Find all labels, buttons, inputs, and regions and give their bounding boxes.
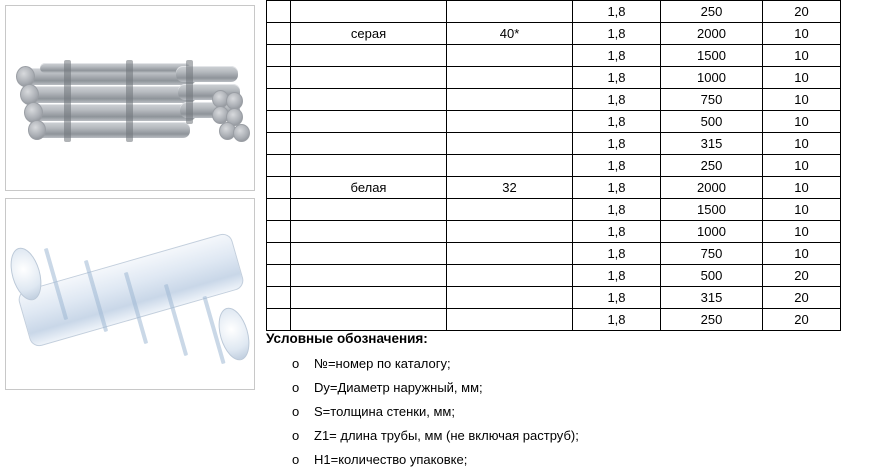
cell-length: 250	[661, 1, 763, 23]
cell-pack-qty: 20	[763, 309, 841, 331]
list-item	[284, 448, 856, 472]
table-row	[267, 309, 841, 331]
cell-no	[267, 111, 291, 133]
list-item-label: Н1=количество упаковке;	[314, 452, 468, 467]
table-row	[267, 177, 841, 199]
cell-pack-qty: 10	[763, 45, 841, 67]
cell-color	[291, 155, 447, 177]
list-item-label: Dу=Диаметр наружный, мм;	[314, 380, 483, 395]
cell-diameter	[447, 67, 573, 89]
table-row	[267, 243, 841, 265]
cell-diameter	[447, 287, 573, 309]
cell-wall-thickness: 1,8	[573, 221, 661, 243]
cell-diameter	[447, 309, 573, 331]
cell-color	[291, 199, 447, 221]
legend-title: Условные обозначения:	[266, 331, 428, 346]
cell-wall-thickness: 1,8	[573, 265, 661, 287]
cell-no	[267, 265, 291, 287]
cell-color	[291, 221, 447, 243]
cell-no	[267, 221, 291, 243]
cell-length: 315	[661, 133, 763, 155]
cell-color: белая	[291, 177, 447, 199]
cell-color	[291, 89, 447, 111]
cell-color	[291, 67, 447, 89]
cell-no	[267, 67, 291, 89]
cell-wall-thickness: 1,8	[573, 111, 661, 133]
list-item-label: Z1= длина трубы, мм (не включая раструб);	[314, 428, 579, 443]
bullet-icon: o	[292, 428, 300, 443]
cell-pack-qty: 10	[763, 199, 841, 221]
gray-pipes-photo	[5, 5, 255, 191]
table-row	[267, 1, 841, 23]
cell-pack-qty: 10	[763, 133, 841, 155]
cell-wall-thickness: 1,8	[573, 287, 661, 309]
cell-wall-thickness: 1,8	[573, 155, 661, 177]
cell-no	[267, 309, 291, 331]
cell-no	[267, 243, 291, 265]
cell-length: 750	[661, 243, 763, 265]
cell-color	[291, 1, 447, 23]
cell-length: 1000	[661, 67, 763, 89]
cell-length: 1500	[661, 199, 763, 221]
gray-pipes-illustration	[6, 6, 254, 190]
legend-list	[266, 352, 856, 472]
list-item	[284, 376, 856, 400]
table-row	[267, 199, 841, 221]
cell-wall-thickness: 1,8	[573, 177, 661, 199]
table-row	[267, 23, 841, 45]
table-row	[267, 89, 841, 111]
cell-pack-qty: 20	[763, 1, 841, 23]
cell-color	[291, 265, 447, 287]
list-item	[284, 424, 856, 448]
cell-length: 2000	[661, 177, 763, 199]
cell-wall-thickness: 1,8	[573, 199, 661, 221]
cell-diameter: 40*	[447, 23, 573, 45]
table-row	[267, 287, 841, 309]
cell-wall-thickness: 1,8	[573, 243, 661, 265]
cell-diameter	[447, 221, 573, 243]
cell-color	[291, 111, 447, 133]
cell-wall-thickness: 1,8	[573, 89, 661, 111]
cell-color	[291, 309, 447, 331]
table-row	[267, 45, 841, 67]
cell-no	[267, 133, 291, 155]
cell-pack-qty: 10	[763, 177, 841, 199]
cell-pack-qty: 10	[763, 23, 841, 45]
specification-table	[266, 0, 841, 331]
wrapped-bundle-photo	[5, 198, 255, 390]
cell-wall-thickness: 1,8	[573, 45, 661, 67]
cell-length: 315	[661, 287, 763, 309]
cell-no	[267, 199, 291, 221]
cell-color	[291, 243, 447, 265]
table-row	[267, 265, 841, 287]
cell-diameter	[447, 111, 573, 133]
cell-length: 250	[661, 309, 763, 331]
cell-length: 2000	[661, 23, 763, 45]
cell-no	[267, 23, 291, 45]
cell-diameter	[447, 265, 573, 287]
list-item-label: №=номер по каталогу;	[314, 356, 451, 371]
cell-length: 1000	[661, 221, 763, 243]
cell-color	[291, 45, 447, 67]
table-row	[267, 221, 841, 243]
cell-diameter	[447, 243, 573, 265]
cell-wall-thickness: 1,8	[573, 23, 661, 45]
cell-diameter	[447, 45, 573, 67]
cell-diameter	[447, 89, 573, 111]
product-images-column	[0, 0, 258, 466]
bullet-icon: o	[292, 452, 300, 467]
cell-length: 250	[661, 155, 763, 177]
cell-wall-thickness: 1,8	[573, 67, 661, 89]
cell-diameter	[447, 155, 573, 177]
table-row	[267, 155, 841, 177]
specification-table-wrapper	[266, 0, 846, 331]
bullet-icon: o	[292, 404, 300, 419]
bullet-icon: o	[292, 356, 300, 371]
cell-pack-qty: 20	[763, 287, 841, 309]
table-body	[267, 1, 841, 331]
cell-no	[267, 287, 291, 309]
cell-pack-qty: 10	[763, 111, 841, 133]
cell-pack-qty: 10	[763, 155, 841, 177]
cell-length: 750	[661, 89, 763, 111]
cell-diameter	[447, 199, 573, 221]
legend-section	[266, 331, 856, 472]
cell-pack-qty: 10	[763, 221, 841, 243]
cell-wall-thickness: 1,8	[573, 1, 661, 23]
cell-pack-qty: 10	[763, 89, 841, 111]
cell-diameter	[447, 133, 573, 155]
cell-color: серая	[291, 23, 447, 45]
table-row	[267, 133, 841, 155]
cell-wall-thickness: 1,8	[573, 133, 661, 155]
cell-no	[267, 155, 291, 177]
cell-pack-qty: 10	[763, 243, 841, 265]
cell-color	[291, 133, 447, 155]
cell-no	[267, 1, 291, 23]
table-row	[267, 111, 841, 133]
cell-length: 500	[661, 111, 763, 133]
list-item-label: S=толщина стенки, мм;	[314, 404, 455, 419]
table-row	[267, 67, 841, 89]
cell-diameter: 32	[447, 177, 573, 199]
cell-length: 500	[661, 265, 763, 287]
cell-diameter	[447, 1, 573, 23]
cell-color	[291, 287, 447, 309]
list-item	[284, 352, 856, 376]
wrapped-bundle-illustration	[6, 199, 254, 389]
cell-wall-thickness: 1,8	[573, 309, 661, 331]
cell-no	[267, 89, 291, 111]
cell-pack-qty: 10	[763, 67, 841, 89]
cell-no	[267, 177, 291, 199]
cell-length: 1500	[661, 45, 763, 67]
cell-no	[267, 45, 291, 67]
bullet-icon: o	[292, 380, 300, 395]
list-item	[284, 400, 856, 424]
cell-pack-qty: 20	[763, 265, 841, 287]
